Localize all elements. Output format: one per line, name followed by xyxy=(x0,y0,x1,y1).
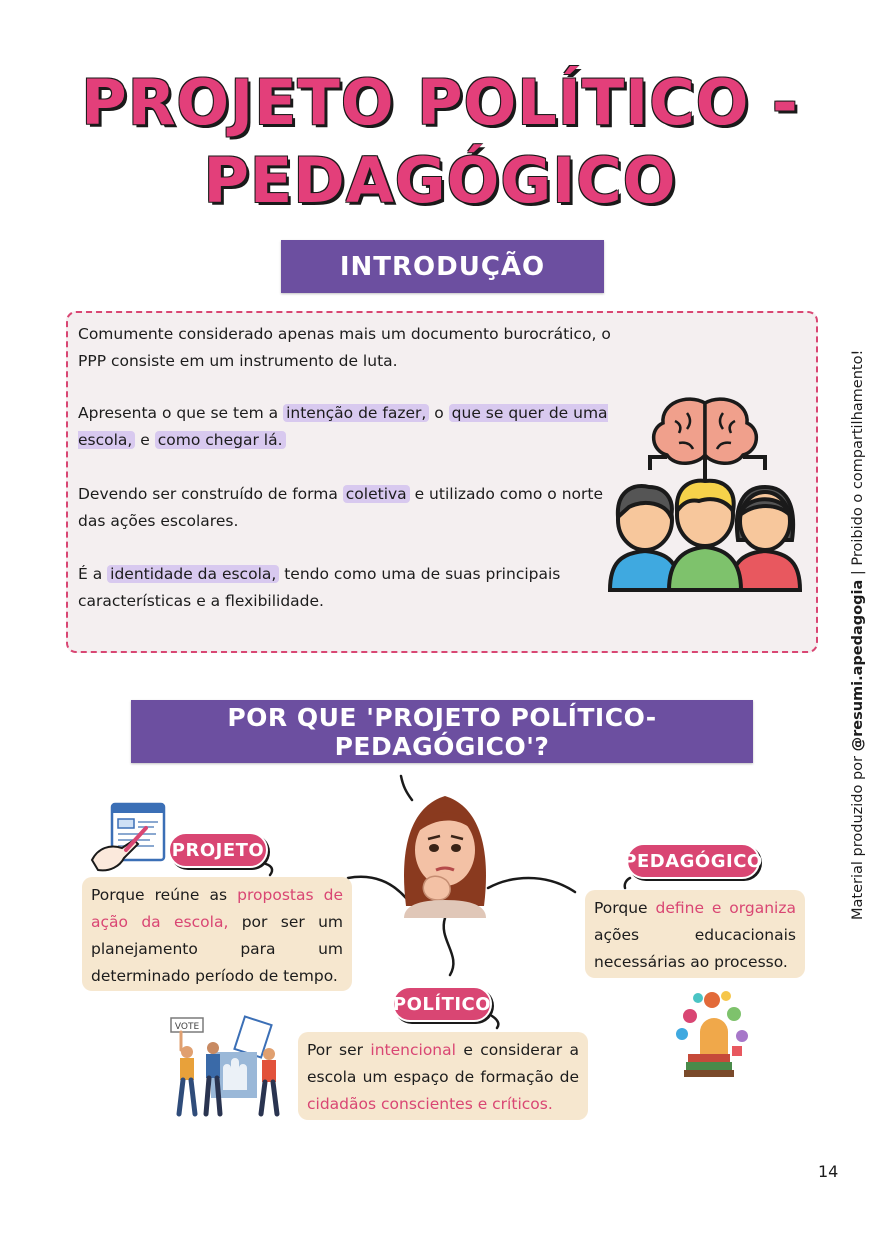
vote-sign-text: VOTE xyxy=(174,1022,200,1032)
highlight-coletiva: coletiva xyxy=(343,485,410,503)
introduction-heading: INTRODUÇÃO xyxy=(281,240,604,293)
intro-paragraph-3: Devendo ser construído de forma coletiva e utilizado como o norte das ações escolares. xyxy=(78,485,603,530)
highlight-identidade: identidade da escola, xyxy=(107,565,279,583)
page-number: 14 xyxy=(818,1162,839,1181)
page-title-line-1: PROJETO POLÍTICO - xyxy=(81,66,799,139)
intro-paragraph-1: Comumente considerado apenas mais um documento burocrático, o PPP consiste em um instrumento de luta. xyxy=(78,325,611,370)
pedagogico-highlight: define e organiza xyxy=(655,899,796,917)
projeto-label: PROJETO xyxy=(168,832,268,868)
copyright-sidebar: Material produzido por @resumi.apedagogia | Proibido o compartilhamento! xyxy=(850,349,866,920)
highlight-como-chegar: como chegar lá. xyxy=(155,431,286,449)
politico-highlight-2: cidadãos conscientes e críticos. xyxy=(307,1095,553,1113)
projeto-card: Porque reúne as propostas de ação da escola, por ser um planejamento para um determinado período de tempo. xyxy=(82,877,352,991)
intro-paragraph-4: É a identidade da escola, tendo como uma de suas principais características e a flexibilidade. xyxy=(78,565,561,610)
why-ppp-heading: POR QUE 'PROJETO POLÍTICO-PEDAGÓGICO'? xyxy=(131,700,753,763)
projeto-highlight: propostas de ação da escola, xyxy=(91,886,343,931)
politico-label: POLÍTICO xyxy=(392,986,492,1022)
pedagogico-card: Porque define e organiza ações educacionais necessárias ao processo. xyxy=(585,890,805,978)
intro-paragraph-2: Apresenta o que se tem a intenção de fazer, o que se quer de uma escola, e como chegar lá. xyxy=(78,404,608,449)
highlight-intencao: intenção de fazer, xyxy=(283,404,429,422)
document-hand-icon xyxy=(88,800,168,874)
protest-vote-icon xyxy=(165,1014,295,1120)
politico-highlight-1: intencional xyxy=(370,1041,456,1059)
page-title-line-2: PEDAGÓGICO xyxy=(203,144,677,217)
instagram-handle: @resumi.apedagogia xyxy=(850,579,866,752)
politico-card: Por ser intencional e considerar a escola um espaço de formação de cidadãos conscientes e críticos. xyxy=(298,1032,588,1120)
pedagogico-label: PEDAGÓGICO xyxy=(626,843,760,879)
education-head-icon xyxy=(668,986,758,1084)
thinking-girl-avatar xyxy=(398,788,492,918)
highlight-escola: que se quer de uma escola, xyxy=(78,404,608,449)
